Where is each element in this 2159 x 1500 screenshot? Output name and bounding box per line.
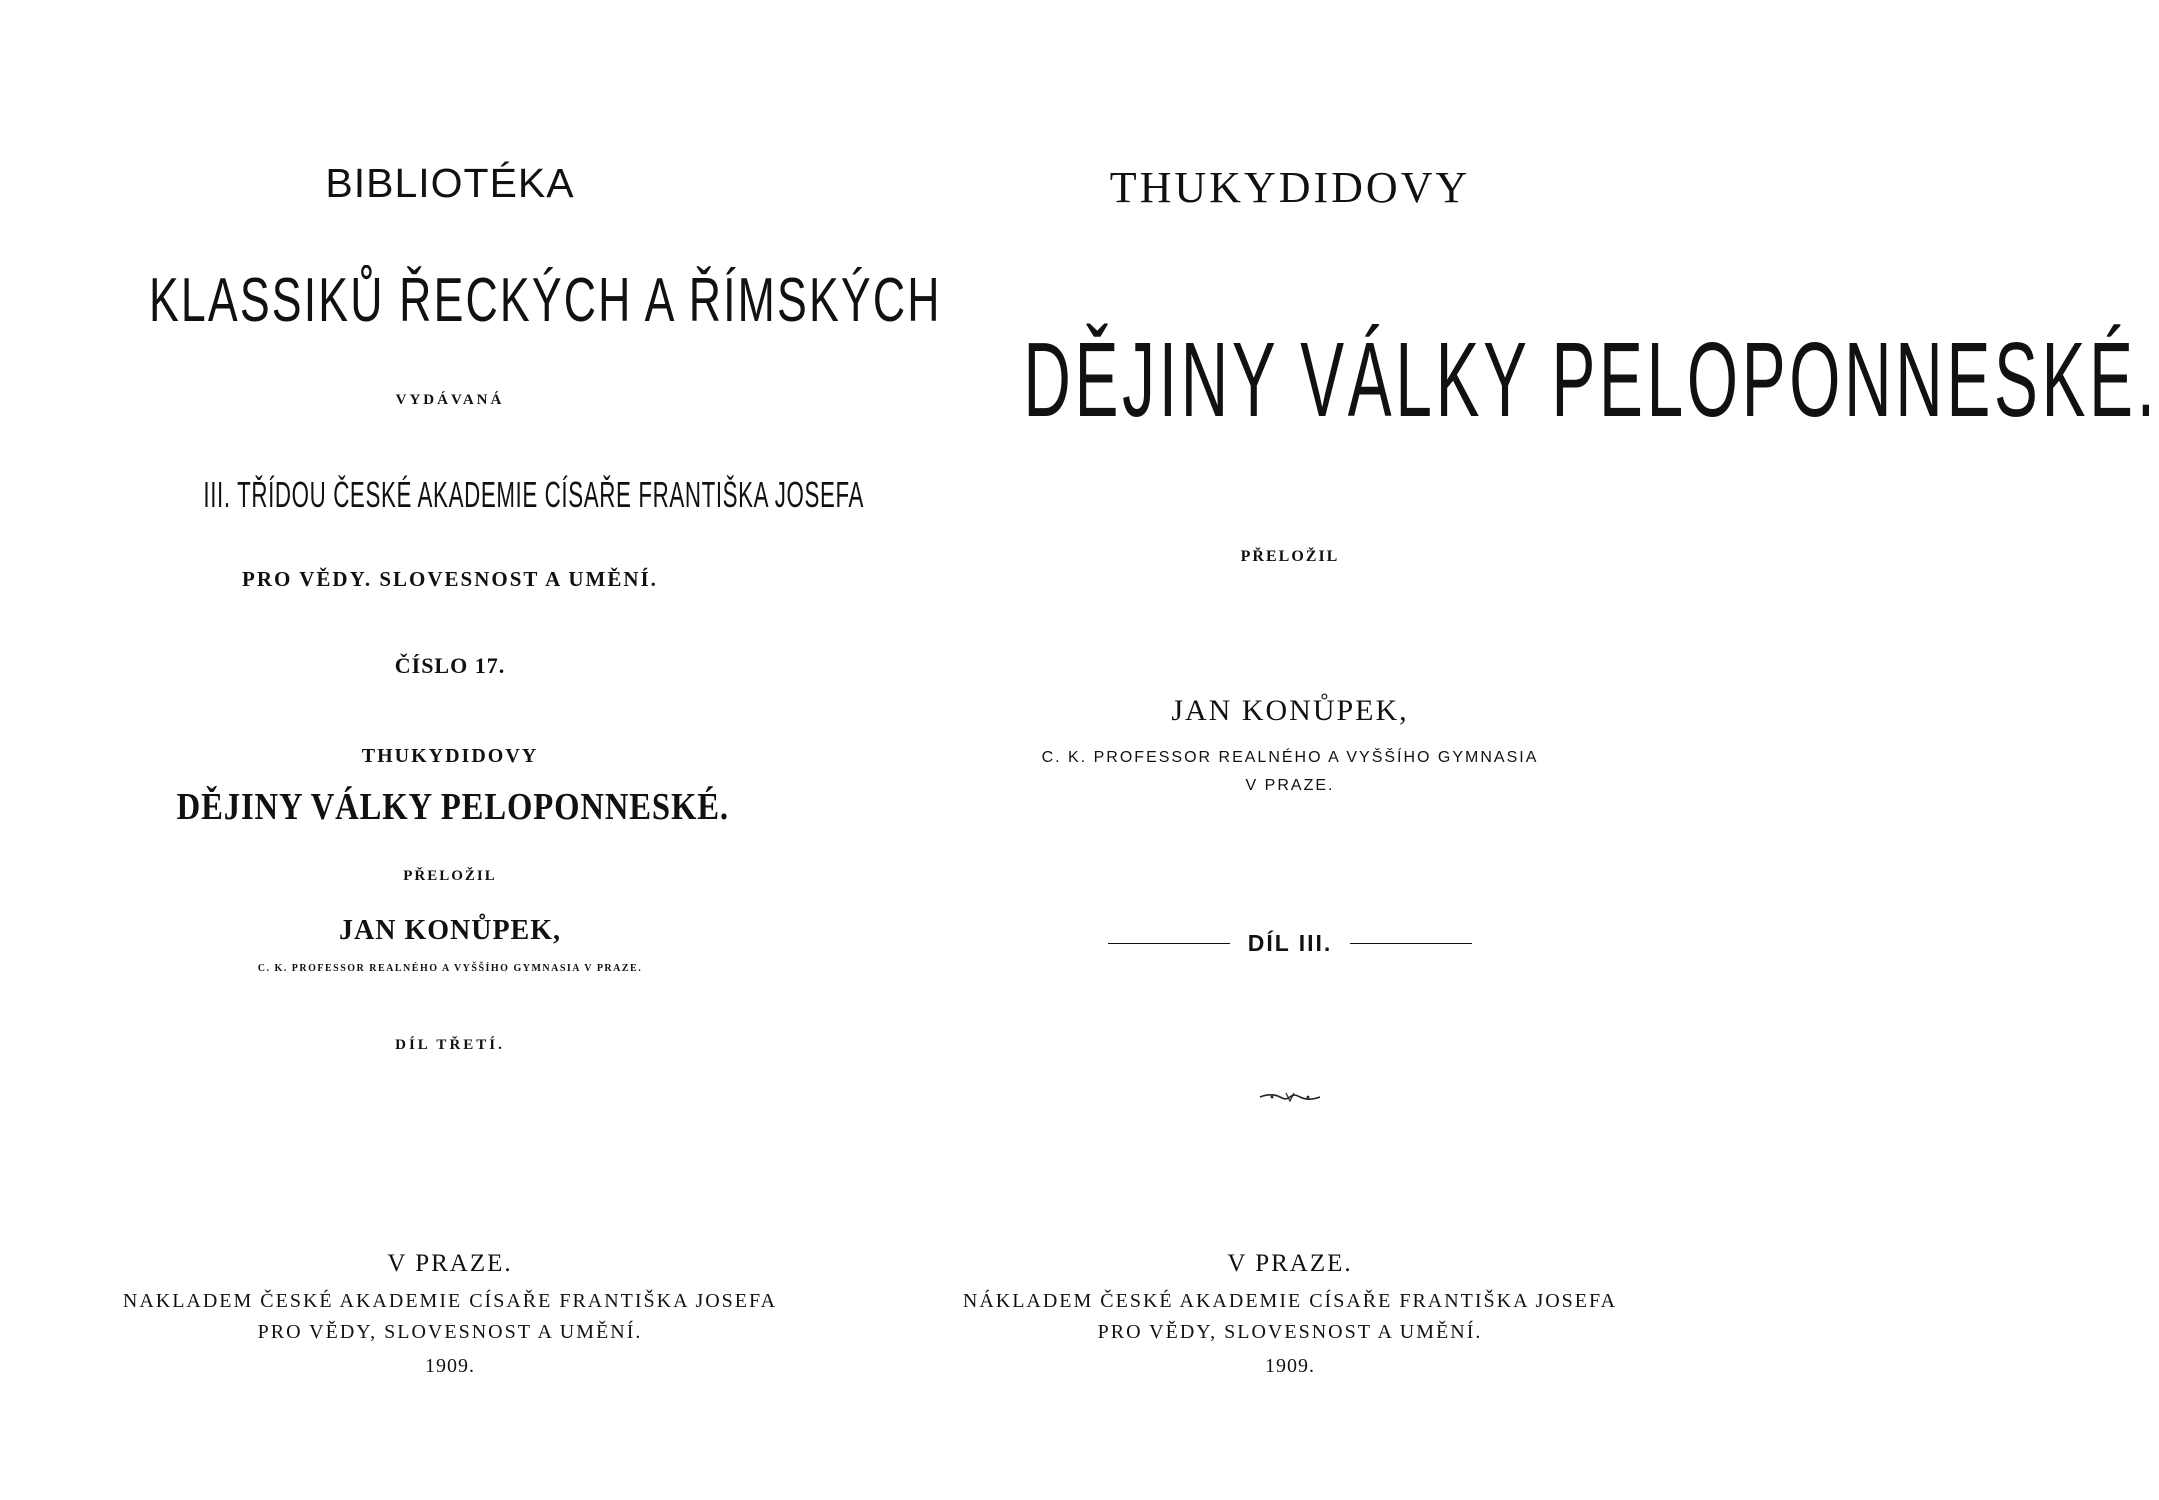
academy-purpose-line: PRO VĚDY. SLOVESNOST A UMĚNÍ. (242, 567, 658, 591)
translated-by-label: PŘELOŽIL (403, 868, 497, 884)
imprint-place: V PRAZE. (1227, 1250, 1353, 1277)
volume-part: DÍL III. (1247, 930, 1333, 956)
imprint-publisher: NAKLADEM ČESKÉ AKADEMIE CÍSAŘE FRANTIŠKA JOSEFA (122, 1290, 778, 1312)
work-author: THUKYDIDOVY (361, 745, 539, 767)
imprint-year: 1909. (1265, 1355, 1315, 1377)
volume-part-row (860, 930, 1720, 957)
translated-by-label: PŘELOŽIL (1240, 548, 1340, 565)
work-title: DĚJINY VÁLKY PELOPONNESKÉ. (1023, 321, 2159, 439)
imprint-publisher-continued: PRO VĚDY, SLOVESNOST A UMĚNÍ. (1097, 1321, 1483, 1343)
imprint-place: V PRAZE. (387, 1250, 513, 1277)
printer-ornament-icon (1258, 1090, 1322, 1104)
series-number: ČÍSLO 17. (394, 653, 506, 678)
volume-part: DÍL TŘETÍ. (395, 1037, 505, 1053)
translator-place: V PRAZE. (1245, 777, 1335, 794)
series-title-top: BIBLIOTÉKA (325, 160, 575, 206)
series-title-main: KLASSIKŮ ŘECKÝCH A ŘÍMSKÝCH (149, 266, 942, 335)
left-title-page (0, 0, 942, 1500)
translator-name: JAN KONŮPEK, (339, 915, 561, 946)
academy-class-line: III. TŘÍDOU ČESKÉ AKADEMIE CÍSAŘE FRANTIŠKA JOSEFA (203, 474, 865, 515)
imprint-publisher-continued: PRO VĚDY, SLOVESNOST A UMĚNÍ. (257, 1321, 643, 1343)
rule-right (1350, 943, 1472, 944)
translator-description: C. K. PROFESSOR REALNÉHO A VYŠŠÍHO GYMNASIA (1041, 749, 1539, 766)
work-title: DĚJINY VÁLKY PELOPONNESKÉ. (176, 786, 729, 828)
imprint-year: 1909. (425, 1355, 475, 1377)
work-author: THUKYDIDOVY (1109, 163, 1471, 212)
rule-left (1108, 943, 1230, 944)
imprint-publisher: NÁKLADEM ČESKÉ AKADEMIE CÍSAŘE FRANTIŠKA JOSEFA (962, 1290, 1618, 1312)
published-by-label: VYDÁVANÁ (395, 392, 505, 408)
translator-name: JAN KONŮPEK, (1171, 694, 1409, 727)
translator-description: C. K. PROFESSOR REALNÉHO A VYŠŠÍHO GYMNASIA V PRAZE. (257, 963, 643, 974)
right-title-page (860, 0, 2159, 1500)
